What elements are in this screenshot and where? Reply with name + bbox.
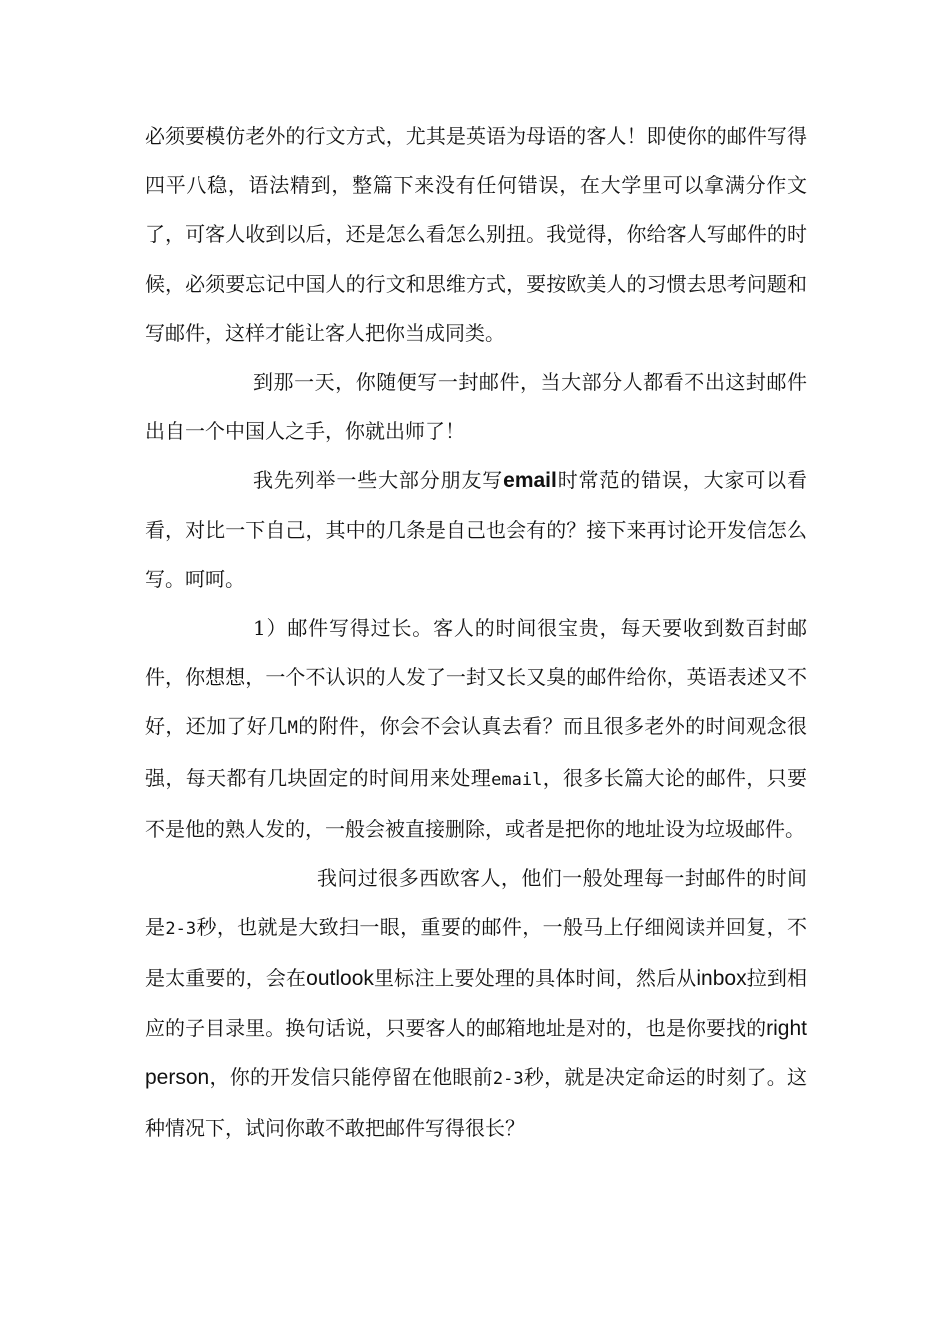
term-email-bold: email [503, 469, 557, 493]
paragraph-5-text-3: 里标注上要处理的具体时间，然后从 [373, 966, 697, 991]
paragraph-1-text: 必须要模仿老外的行文方式，尤其是英语为母语的客人！即使你的邮件写得四平八稳，语法精到，整篇下来没有任何错误，在大学里可以拿满分作文了，可客人收到以后，还是怎么看怎么别扭。我觉得，你给客人写邮件的时候，必须要忘记中国人的行文和思维方式，要按欧美人的习惯去思考问题和写邮件，这样才能让客人把你当成同类。 [145, 124, 807, 345]
paragraph-2-text: 到那一天，你随便写一封邮件，当大部分人都看不出这封邮件出自一个中国人之手，你就出师了！ [145, 370, 807, 444]
paragraph-5-text-1: 我问过很多西欧客人，他们一般处理每一封邮件的时间是 [145, 866, 807, 940]
paragraph-5-text-2: 秒，也就是大致扫一眼，重要的邮件，一般马上仔细阅读并回复，不是太重要的，会在 [145, 915, 808, 991]
term-email-mono: email [491, 769, 543, 790]
paragraph-5-text-6: 秒，就是决定命运的时刻了。这种情况下，试问你敢不敢把邮件写得很长？ [145, 1064, 808, 1141]
term-inbox: inbox [696, 967, 747, 991]
paragraph-4-text-2: 的附件，你会不会认真去看？而且很多老外的时间观念很强，每天都有几块固定的时间用来处理 [145, 714, 808, 790]
paragraph-3-text-1: 我先列举一些大部分朋友写 [253, 468, 504, 493]
term-outlook: outlook [306, 967, 374, 991]
term-right-person: right person [145, 1016, 807, 1089]
paragraph-4-text-3: ，很多长篇大论的邮件，只要不是他的熟人发的，一般会被直接删除，或者是把你的地址设为垃圾邮件。 [145, 765, 808, 841]
term-m: M [287, 718, 298, 739]
paragraph-3 [145, 456, 807, 604]
document-body [145, 112, 807, 1153]
paragraph-4-text-1: 1）邮件写得过长。客人的时间很宝贵，每天要收到数百封邮件，你想想，一个不认识的人发了一封又长又臭的邮件给你，英语表述又不好，还加了好几 [145, 616, 807, 739]
term-time-range-2: 2-3 [492, 1068, 524, 1089]
paragraph-5-text-5: ，你的开发信只能停留在他眼前 [209, 1064, 493, 1089]
paragraph-5-text-4: 拉到相应的子目录里。换句话说，只要客人的邮箱地址是对的，也是你要找的 [145, 966, 808, 1040]
term-time-range-1: 2-3 [165, 919, 197, 940]
paragraph-5 [145, 854, 807, 1153]
paragraph-1 [145, 112, 807, 358]
paragraph-2 [145, 358, 807, 456]
paragraph-4 [145, 604, 807, 854]
paragraph-3-text-2: 时常范的错误，大家可以看看，对比一下自己，其中的几条是自己也会有的？接下来再讨论开发信怎么写。呵呵。 [145, 468, 808, 591]
